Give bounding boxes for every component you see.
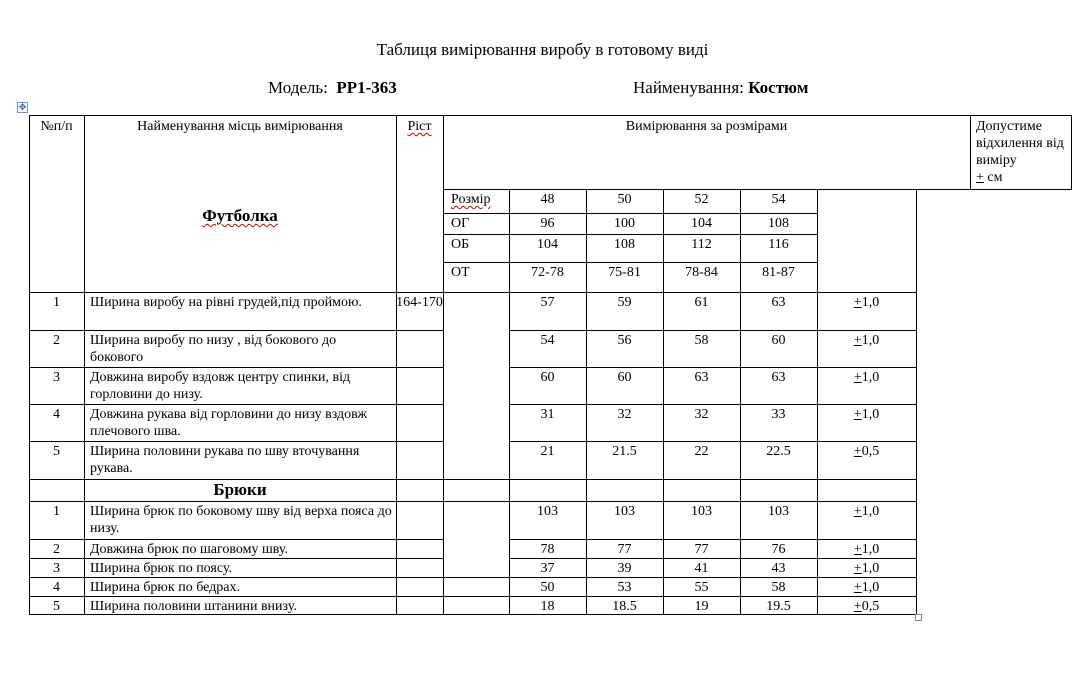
table-rule [84, 115, 85, 615]
row-measurement-name: Ширина брюк по бедрах. [90, 580, 240, 595]
size-row-value: 54 [771, 192, 786, 207]
size-row-label: ОГ [451, 216, 470, 231]
size-row-value: 52 [694, 192, 709, 207]
row-tolerance: +1,0 [853, 542, 880, 557]
row-value: 21 [540, 444, 555, 459]
row-value: 60 [771, 333, 786, 348]
header-tolerance: Допустиме відхилення від виміру + см [976, 118, 1071, 186]
product-name-value: Костюм [748, 78, 809, 97]
section-title: Футболка [202, 206, 278, 225]
size-row-value: 50 [617, 192, 632, 207]
row-value: 19 [694, 599, 709, 614]
row-measurement-name: Довжина брюк по шаговому шву. [90, 542, 289, 557]
table-rule [443, 189, 1072, 190]
row-value: 57 [540, 295, 555, 310]
header-height: Ріст [407, 119, 432, 134]
row-value: 21.5 [612, 444, 637, 459]
size-row-value: 100 [614, 216, 635, 231]
table-rule [29, 330, 444, 331]
row-number: 1 [53, 504, 60, 519]
size-row-value: 96 [540, 216, 555, 231]
row-number: 2 [53, 333, 60, 348]
row-value: 39 [617, 561, 632, 576]
row-value: 59 [617, 295, 632, 310]
table-move-handle-icon[interactable]: ✥ [18, 102, 27, 112]
model-label: Модель: [268, 78, 328, 97]
row-value: 103 [691, 504, 712, 519]
table-rule [29, 292, 917, 293]
row-value: 61 [694, 295, 709, 310]
table-rule [396, 115, 397, 615]
row-value: 60 [617, 370, 632, 385]
row-tolerance: +1,0 [853, 561, 880, 576]
product-name-line [633, 78, 808, 98]
row-value: 53 [617, 580, 632, 595]
header-tolerance-unit: + см [976, 170, 1003, 185]
row-value: 58 [694, 333, 709, 348]
table-rule [29, 577, 917, 578]
row-measurement-name: Ширина брюк по поясу. [90, 561, 232, 576]
plus-minus-sign: + [853, 580, 862, 595]
plus-minus-sign: + [853, 561, 862, 576]
row-value: 58 [771, 580, 786, 595]
table-rule [29, 558, 444, 559]
row-value: 63 [771, 295, 786, 310]
row-tolerance: +0,5 [853, 599, 880, 614]
size-row-value: 104 [537, 237, 558, 252]
table-rule [509, 441, 917, 442]
plus-minus-sign: + [853, 295, 862, 310]
header-sizes: Вимірювання за розмірами [625, 119, 788, 134]
row-value: 31 [540, 407, 555, 422]
row-value: 22 [694, 444, 709, 459]
row-value: 22.5 [766, 444, 791, 459]
row-value: 78 [540, 542, 555, 557]
header-num: №п/п [40, 119, 73, 134]
table-rule [29, 367, 444, 368]
row-tolerance: +1,0 [853, 504, 880, 519]
row-value: 60 [540, 370, 555, 385]
row-tolerance: +1,0 [853, 333, 880, 348]
table-rule [29, 596, 917, 597]
table-rule [29, 539, 444, 540]
table-rule [509, 558, 917, 559]
row-value: 63 [694, 370, 709, 385]
row-value: 56 [617, 333, 632, 348]
plus-minus-sign: + [853, 542, 862, 557]
row-measurement-name: Ширина виробу по низу , від бокового до бокового [90, 333, 337, 365]
row-value: 76 [771, 542, 786, 557]
table-rule [509, 330, 917, 331]
row-value: 18.5 [612, 599, 637, 614]
table-rule [509, 367, 917, 368]
size-row-value: 116 [768, 237, 789, 252]
row-value: 32 [617, 407, 632, 422]
table-rule [443, 115, 444, 615]
table-rule [29, 501, 917, 502]
size-row-value: 81-87 [762, 265, 795, 280]
row-number: 4 [53, 407, 60, 422]
row-number: 4 [53, 580, 60, 595]
model-line [268, 78, 397, 98]
table-rule [29, 115, 1072, 116]
row-value: 103 [537, 504, 558, 519]
table-rule [1071, 115, 1072, 190]
row-measurement-name: Довжина рукава від горловини до низу вздовж плечового шва. [90, 407, 368, 439]
row-number: 3 [53, 370, 60, 385]
product-name-label: Найменування: [633, 78, 744, 97]
table-rule [29, 115, 30, 615]
row-value: 19.5 [766, 599, 791, 614]
section-title: Брюки [213, 480, 267, 499]
row-value: 41 [694, 561, 709, 576]
size-row-label: Розмір [451, 192, 491, 207]
size-row-value: 108 [768, 216, 789, 231]
row-value: 33 [771, 407, 786, 422]
document-title: Таблиця вимірювання виробу в готовому виді [376, 40, 709, 59]
plus-minus-sign: + [853, 407, 862, 422]
row-tolerance: +1,0 [853, 370, 880, 385]
row-measurement-name: Ширина половини рукава по шву вточування рукава. [90, 444, 360, 476]
row-measurement-name: Ширина брюк по боковому шву від верха пояса до низу. [90, 504, 392, 536]
table-resize-handle[interactable] [915, 614, 922, 621]
table-rule [916, 189, 917, 615]
row-number: 1 [53, 295, 60, 310]
size-row-value: 72-78 [531, 265, 564, 280]
row-number: 5 [53, 444, 60, 459]
row-value: 77 [617, 542, 632, 557]
model-value: РР1-363 [336, 78, 397, 97]
size-row-value: 112 [691, 237, 712, 252]
row-measurement-name: Довжина виробу вздовж центру спинки, від горловини до низу. [90, 370, 351, 402]
row-number: 3 [53, 561, 60, 576]
plus-minus-sign: + [853, 333, 862, 348]
plus-minus-sign: + [853, 444, 862, 459]
row-tolerance: +1,0 [853, 407, 880, 422]
table-rule [509, 404, 917, 405]
row-value: 43 [771, 561, 786, 576]
plus-minus-sign: + [976, 170, 984, 185]
plus-minus-sign: + [853, 370, 862, 385]
row-value: 55 [694, 580, 709, 595]
row-value: 18 [540, 599, 555, 614]
size-row-value: 75-81 [608, 265, 641, 280]
row-value: 63 [771, 370, 786, 385]
row-tolerance: +0,5 [853, 444, 880, 459]
row-number: 2 [53, 542, 60, 557]
table-rule [970, 115, 971, 190]
table-rule [29, 404, 444, 405]
size-row-value: 48 [540, 192, 555, 207]
size-row-value: 78-84 [685, 265, 718, 280]
size-row-value: 108 [614, 237, 635, 252]
table-rule [509, 539, 917, 540]
row-value: 32 [694, 407, 709, 422]
plus-minus-sign: + [853, 504, 862, 519]
header-place: Найменування місць вимірювання [137, 119, 343, 134]
plus-minus-sign: + [853, 599, 862, 614]
table-rule [443, 262, 818, 263]
size-row-label: ОБ [451, 237, 470, 252]
row-tolerance: +1,0 [853, 580, 880, 595]
row-value: 103 [614, 504, 635, 519]
row-value: 77 [694, 542, 709, 557]
table-rule [29, 441, 444, 442]
table-rule [443, 234, 818, 235]
row-measurement-name: Ширина половини штанини внизу. [90, 599, 297, 614]
row-value: 50 [540, 580, 555, 595]
row-number: 5 [53, 599, 60, 614]
row-value: 37 [540, 561, 555, 576]
table-rule [443, 213, 818, 214]
size-row-value: 104 [691, 216, 712, 231]
table-rule [29, 479, 917, 480]
height-range: 164-170 [396, 295, 443, 310]
row-tolerance: +1,0 [853, 295, 880, 310]
row-value: 54 [540, 333, 555, 348]
row-measurement-name: Ширина виробу на рівні грудей,під проймою. [90, 295, 362, 310]
row-value: 103 [768, 504, 789, 519]
size-row-label: ОТ [451, 265, 470, 280]
